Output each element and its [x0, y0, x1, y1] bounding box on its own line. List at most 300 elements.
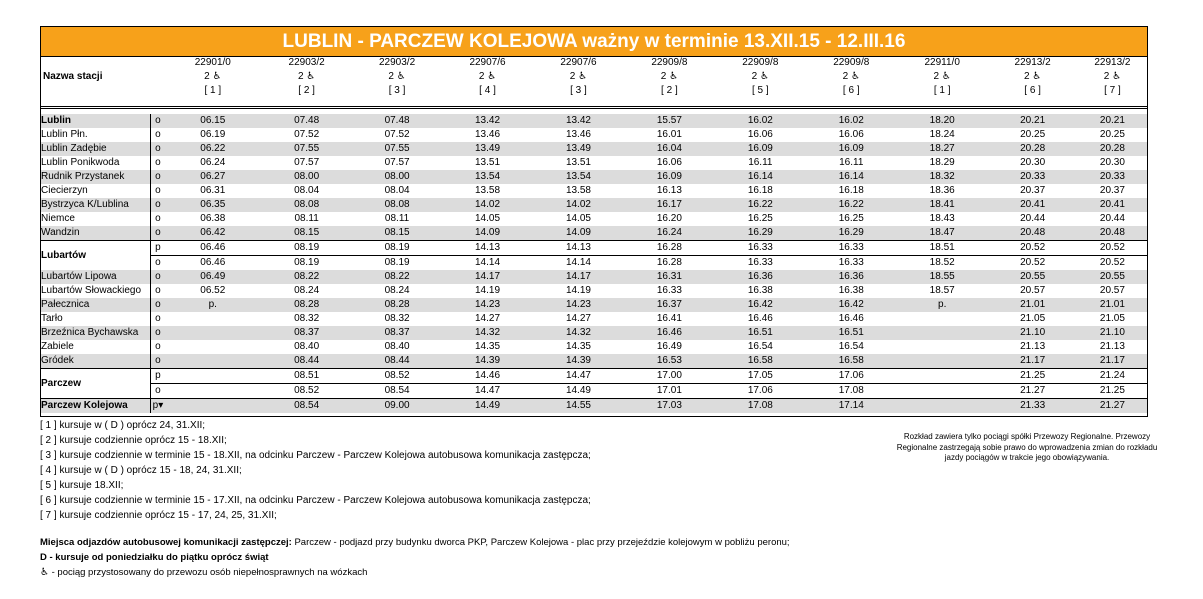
departure-time: 16.28	[656, 257, 682, 268]
train-note	[715, 84, 805, 98]
station-name: Brzeźnica Bychawska	[41, 326, 151, 340]
departure-time: 08.24	[384, 285, 410, 296]
arrival-departure-flag	[151, 384, 165, 399]
departure-time: 16.38	[747, 285, 773, 296]
departure-time: 06.38	[200, 213, 226, 224]
train-number	[442, 56, 533, 70]
station-name: Zabiele	[41, 340, 151, 354]
departure-time	[897, 369, 987, 384]
table-row	[41, 256, 1147, 271]
departure-time: 08.52	[294, 385, 320, 396]
table-row	[41, 226, 1147, 241]
train-number-text: 22909/8	[833, 57, 870, 68]
departure-time: 20.41	[987, 198, 1077, 212]
departure-time: 08.19	[352, 241, 441, 256]
departure-time: 14.27	[565, 313, 591, 324]
train-number	[715, 56, 805, 70]
departure-time: 07.52	[294, 129, 320, 140]
departure-time: 20.55	[987, 270, 1077, 284]
departure-time: 16.42	[806, 298, 897, 312]
departure-time: 14.02	[442, 198, 533, 212]
departure-time: 07.57	[384, 157, 410, 168]
departure-time: 08.19	[261, 241, 352, 256]
table-row	[41, 399, 1147, 414]
departure-time: 16.33	[715, 241, 805, 256]
flag-text: o	[155, 313, 161, 324]
departure-time: 18.47	[897, 226, 987, 241]
departure-time: 14.23	[442, 298, 533, 312]
train-class	[715, 70, 805, 84]
departure-time: 06.19	[200, 129, 226, 140]
departure-time: 14.13	[442, 241, 533, 256]
departure-time: 13.49	[533, 142, 623, 156]
departure-time: 17.03	[624, 399, 715, 414]
departure-time: 16.02	[806, 114, 897, 128]
departure-time: 20.52	[1020, 257, 1046, 268]
flag-text: o	[155, 157, 161, 168]
departure-time: 20.57	[1099, 285, 1125, 296]
departure-time	[897, 340, 987, 354]
departure-time: 16.28	[624, 241, 715, 256]
train-number-text: 22911/0	[924, 57, 960, 68]
train-class	[261, 70, 352, 84]
departure-time: 14.14	[475, 257, 501, 268]
departure-time: 17.08	[838, 385, 864, 396]
departure-time: 17.06	[747, 385, 773, 396]
train-note	[442, 84, 533, 98]
train-number	[806, 56, 897, 70]
departure-time: 14.17	[442, 270, 533, 284]
train-number-text: 22903/2	[379, 57, 416, 68]
departure-time: 08.11	[294, 213, 319, 224]
departure-time: 14.09	[533, 226, 623, 241]
train-class	[1078, 70, 1147, 84]
table-row	[41, 270, 1147, 284]
departure-time	[165, 384, 261, 399]
flag-text: o	[155, 299, 161, 310]
departure-time: 14.46	[442, 369, 533, 384]
departure-time: 08.15	[352, 226, 441, 241]
train-class-text: 2	[297, 71, 304, 82]
header-spacer	[41, 98, 1147, 107]
table-row	[41, 128, 1147, 142]
departure-time: 08.40	[384, 341, 410, 352]
bus-replacement-label: Miejsca odjazdów autobusowej komunikacji zastępczej:	[40, 537, 292, 548]
train-note	[352, 84, 441, 98]
departure-time: 06.49	[165, 270, 261, 284]
train-number	[352, 56, 441, 70]
departure-time: 07.48	[352, 114, 441, 128]
flag-text: o	[155, 129, 161, 140]
flag-text: o	[155, 355, 161, 366]
station-name: Ciecierzyn	[41, 184, 151, 198]
departure-time: 08.32	[294, 313, 320, 324]
departure-time: 20.37	[1099, 185, 1125, 196]
flag-text: o	[155, 185, 161, 196]
departure-time: 16.58	[715, 354, 805, 369]
departure-time: 21.05	[1020, 313, 1046, 324]
station-name: Lublin Zadębie	[41, 142, 151, 156]
departure-time: 20.52	[1078, 241, 1147, 256]
arrival-departure-flag	[151, 114, 165, 128]
departure-time: 16.46	[624, 326, 715, 340]
station-name: Gródek	[41, 354, 151, 369]
departure-time: 21.01	[987, 298, 1077, 312]
departure-time: 08.19	[384, 257, 410, 268]
train-note-text: [ 2 ]	[661, 85, 678, 96]
departure-time: 17.14	[806, 399, 897, 414]
table-row	[41, 340, 1147, 354]
departure-time: 06.24	[200, 157, 226, 168]
flag-text: o	[155, 341, 161, 352]
departure-time: 18.51	[897, 241, 987, 256]
departure-time: 14.05	[565, 213, 591, 224]
station-name: Rudnik Przystanek	[41, 170, 151, 184]
departure-time: 16.18	[838, 185, 864, 196]
flag-text: o	[155, 199, 161, 210]
departure-time: 08.24	[294, 285, 320, 296]
departure-time: 21.13	[1099, 341, 1125, 352]
departure-time: 14.02	[533, 198, 623, 212]
departure-time: 14.49	[565, 385, 591, 396]
station-name: Lubartów Słowackiego	[41, 284, 151, 298]
station-column-header: Nazwa stacji	[43, 71, 103, 82]
footnote: [ 4 ] kursuje w ( D ) oprócz 15 - 18, 24, 31.XII;	[40, 465, 242, 476]
train-note	[897, 84, 987, 98]
departure-time: 08.22	[352, 270, 441, 284]
arrival-departure-flag	[151, 198, 165, 212]
table-row	[41, 184, 1147, 198]
train-note	[806, 84, 897, 98]
arrival-departure-flag	[151, 170, 165, 184]
train-note-text: [ 3 ]	[388, 85, 406, 96]
footnote: [ 5 ] kursuje 18.XII;	[40, 480, 124, 491]
departure-time: 13.49	[442, 142, 533, 156]
train-class-text: 2	[569, 71, 576, 82]
train-note-text: [ 6 ]	[842, 85, 860, 96]
departure-time: 16.09	[806, 142, 897, 156]
departure-time: 20.28	[987, 142, 1077, 156]
flag-text: o	[155, 171, 161, 182]
departure-time	[897, 384, 987, 399]
departure-time: 21.27	[1078, 399, 1147, 414]
wheelchair-icon: ♿	[575, 71, 588, 82]
arrival-departure-flag	[151, 326, 165, 340]
arrival-departure-flag	[151, 354, 165, 369]
arrival-departure-flag	[151, 340, 165, 354]
departure-time: 16.06	[838, 129, 864, 140]
departure-time: 16.11	[748, 157, 773, 168]
table-row	[41, 198, 1147, 212]
departure-time: 20.21	[987, 114, 1077, 128]
departure-time: 21.10	[987, 326, 1077, 340]
station-name: Lublin Ponikwoda	[41, 156, 151, 170]
departure-time: 21.10	[1078, 326, 1147, 340]
departure-time: 16.25	[747, 213, 773, 224]
flag-text: o	[155, 285, 161, 296]
departure-time: 14.32	[533, 326, 623, 340]
station-name: Niemce	[41, 212, 151, 226]
departure-time: 18.55	[897, 270, 987, 284]
departure-time	[165, 340, 261, 354]
flag-text: o	[155, 227, 161, 238]
departure-time: 08.44	[352, 354, 441, 369]
departure-time: 16.18	[747, 185, 773, 196]
bus-replacement-line	[40, 535, 790, 550]
operator-info: Rozkład zawiera tylko pociągi spółki Przewozy Regionalne. Przewozy Regionalne zastrzegają sobie prawo do wprowadzenia zmian do rozkładu jazdy pociągów w trakcie jego obowiązywania.	[896, 432, 1158, 462]
train-note	[533, 84, 623, 98]
table-row	[41, 354, 1147, 369]
train-note	[165, 84, 261, 98]
departure-time: 21.17	[1078, 354, 1147, 369]
arrival-departure-flag	[151, 256, 165, 271]
departure-time: 09.00	[352, 399, 441, 414]
train-class-text: 2	[1023, 71, 1030, 82]
table-row	[41, 212, 1147, 226]
station-name: Bystrzyca K/Lublina	[41, 198, 151, 212]
arrival-departure-flag	[151, 312, 165, 326]
departure-time	[165, 354, 261, 369]
departure-time: 06.46	[200, 257, 226, 268]
train-note-text: [ 6 ]	[1024, 85, 1041, 96]
departure-time: 16.14	[806, 170, 897, 184]
departure-time: 20.48	[1078, 226, 1147, 241]
train-class-text: 2	[842, 71, 849, 82]
departure-time: 18.27	[897, 142, 987, 156]
train-number-text: 22913/2	[1094, 57, 1131, 68]
departure-time: 18.32	[897, 170, 987, 184]
departure-time: 06.15	[165, 114, 261, 128]
departure-time: 20.30	[1020, 157, 1046, 168]
departure-time: 16.20	[656, 213, 682, 224]
departure-time: 16.37	[624, 298, 715, 312]
terminus-arrow-icon: ▾	[158, 400, 164, 411]
departure-time: 16.09	[715, 142, 805, 156]
table-row	[41, 114, 1147, 128]
flag-text: o	[155, 271, 161, 282]
departure-time: 08.00	[261, 170, 352, 184]
departure-time: 16.24	[624, 226, 715, 241]
departure-time: 14.14	[565, 257, 591, 268]
wheelchair-icon: ♿	[1109, 71, 1122, 82]
departure-time: 08.44	[261, 354, 352, 369]
flag-text: o	[155, 213, 161, 224]
departure-time: 14.19	[565, 285, 591, 296]
bus-replacement-text: Parczew - podjazd przy budynku dworca PKP, Parczew Kolejowa - plac przy przejeździe kolejowym w pobliżu peronu;	[291, 537, 790, 548]
departure-time: 06.52	[200, 285, 226, 296]
departure-time: 16.01	[656, 129, 682, 140]
departure-time: 07.55	[261, 142, 352, 156]
departure-time: 20.28	[1078, 142, 1147, 156]
wheelchair-icon: ♿	[757, 71, 769, 82]
departure-time: 21.33	[987, 399, 1077, 414]
train-number-text: 22909/8	[651, 57, 688, 68]
station-name: Lubartów	[41, 241, 151, 271]
wheelchair-icon: ♿	[484, 71, 497, 82]
departure-time: 06.35	[165, 198, 261, 212]
train-number	[533, 56, 623, 70]
flag-text: o	[155, 115, 161, 126]
departure-time: 08.04	[384, 185, 410, 196]
departure-time: 16.09	[624, 170, 715, 184]
arrival-departure-flag	[151, 142, 165, 156]
departure-time: 06.31	[200, 185, 226, 196]
table-row	[41, 369, 1147, 384]
departure-time: 18.52	[929, 257, 955, 268]
footnote: [ 6 ] kursuje codziennie w terminie 15 - 17.XII, na odcinku Parczew - Parczew Kolejowa autobusowa komunikacja zastępcza;	[40, 495, 591, 506]
d-legend: D - kursuje od poniedziałku do piątku oprócz świąt	[40, 552, 269, 563]
arrival-departure-flag	[151, 184, 165, 198]
arrival-departure-flag	[151, 226, 165, 241]
wheelchair-icon: ♿	[40, 567, 49, 578]
departure-time: 16.58	[806, 354, 897, 369]
departure-time: 16.36	[715, 270, 805, 284]
train-note-text: [ 5 ]	[751, 85, 769, 96]
departure-time: 13.42	[533, 114, 623, 128]
table-row	[41, 284, 1147, 298]
departure-time: 14.09	[442, 226, 533, 241]
departure-time	[897, 326, 987, 340]
departure-time: 13.51	[475, 157, 501, 168]
departure-time: 13.51	[565, 157, 591, 168]
departure-time: 16.29	[715, 226, 805, 241]
train-number-text: 22907/6	[469, 57, 506, 68]
station-name: Lubartów Lipowa	[41, 270, 151, 284]
train-note-text: [ 3 ]	[570, 85, 587, 96]
departure-time: 20.41	[1078, 198, 1147, 212]
departure-time: 14.32	[442, 326, 533, 340]
departure-time: 08.32	[384, 313, 410, 324]
departure-time: 15.57	[624, 114, 715, 128]
departure-time: 14.55	[533, 399, 623, 414]
departure-time: 18.43	[929, 213, 955, 224]
flag-text: o	[155, 385, 161, 396]
departure-time: 21.27	[1020, 385, 1046, 396]
train-class	[624, 70, 715, 84]
departure-time: 17.05	[715, 369, 805, 384]
timetable	[41, 56, 1147, 413]
departure-time: 06.27	[165, 170, 261, 184]
arrival-departure-flag	[151, 212, 165, 226]
departure-time: 20.21	[1078, 114, 1147, 128]
train-number	[1078, 56, 1147, 70]
departure-time: 16.13	[656, 185, 682, 196]
departure-time: 14.27	[475, 313, 501, 324]
departure-time: 06.42	[165, 226, 261, 241]
departure-time: 14.49	[442, 399, 533, 414]
station-name: Lublin	[41, 114, 151, 128]
departure-time: 16.02	[715, 114, 805, 128]
wheelchair-icon: ♿	[666, 71, 679, 82]
train-note-text: [ 1 ]	[204, 85, 222, 96]
train-class-text: 2	[478, 71, 485, 82]
train-note	[261, 84, 352, 98]
departure-time: 16.06	[747, 129, 773, 140]
arrival-departure-flag	[151, 128, 165, 142]
departure-time: 18.41	[897, 198, 987, 212]
footnote: [ 7 ] kursuje codziennie oprócz 15 - 17, 24, 25, 31.XII;	[40, 510, 277, 521]
station-name: Parczew Kolejowa	[41, 399, 151, 414]
departure-time: 16.42	[715, 298, 805, 312]
departure-time: 13.54	[442, 170, 533, 184]
departure-time: 16.06	[656, 157, 682, 168]
departure-time: 16.54	[747, 341, 773, 352]
departure-time: 20.25	[1099, 129, 1125, 140]
train-number	[165, 56, 261, 70]
departure-time: 08.11	[384, 213, 410, 224]
departure-time: 18.36	[929, 185, 955, 196]
train-number	[987, 56, 1077, 70]
departure-time	[165, 312, 261, 326]
train-number-text: 22901/0	[194, 57, 231, 68]
departure-time: 16.54	[838, 341, 864, 352]
wheelchair-legend	[40, 565, 790, 580]
departure-time: 07.48	[261, 114, 352, 128]
departure-time: 08.52	[352, 369, 441, 384]
departure-time	[897, 312, 987, 326]
train-class	[806, 70, 897, 84]
flag-text: p	[155, 242, 161, 253]
train-class	[897, 70, 987, 84]
departure-time: 08.54	[384, 385, 410, 396]
departure-time: 14.35	[565, 341, 591, 352]
station-name: Parczew	[41, 369, 151, 399]
departure-time	[897, 399, 987, 414]
departure-time: 08.08	[352, 198, 441, 212]
wheelchair-legend-text: - pociąg przystosowany do przewozu osób niepełnosprawnych na wózkach	[48, 567, 368, 578]
departure-time: 20.52	[1099, 257, 1125, 268]
departure-time	[165, 326, 261, 340]
train-number	[261, 56, 352, 70]
wheelchair-icon: ♿	[393, 71, 406, 82]
departure-time: 21.25	[987, 369, 1077, 384]
departure-time: 08.28	[352, 298, 441, 312]
arrival-departure-flag	[151, 369, 165, 384]
departure-time: 08.40	[294, 341, 320, 352]
train-number	[624, 56, 715, 70]
train-class-text: 2	[933, 71, 940, 82]
wheelchair-icon: ♿	[939, 71, 951, 82]
departure-time: 20.52	[987, 241, 1077, 256]
departure-time: 18.20	[897, 114, 987, 128]
departure-time: 21.01	[1078, 298, 1147, 312]
departure-time: 16.31	[624, 270, 715, 284]
train-note-text: [ 1 ]	[933, 85, 951, 96]
departure-time: 16.25	[838, 213, 864, 224]
departure-time: p.	[897, 298, 987, 312]
departure-time: 16.36	[806, 270, 897, 284]
departure-time: 20.33	[987, 170, 1077, 184]
departure-time: 20.44	[1099, 213, 1125, 224]
departure-time: 16.11	[839, 157, 864, 168]
train-class-text: 2	[751, 71, 758, 82]
train-class-text: 2	[660, 71, 667, 82]
station-name: Pałecznica	[41, 298, 151, 312]
departure-time: 21.05	[1099, 313, 1125, 324]
train-class-text: 2	[204, 71, 210, 82]
departure-time: 07.55	[352, 142, 441, 156]
wheelchair-icon: ♿	[1029, 71, 1042, 82]
departure-time: 16.33	[838, 257, 864, 268]
departure-time: 20.48	[987, 226, 1077, 241]
departure-time: 17.01	[656, 385, 682, 396]
timetable-title: LUBLIN - PARCZEW KOLEJOWA ważny w terminie 13.XII.15 - 12.III.16	[41, 27, 1147, 57]
departure-time: 21.13	[1020, 341, 1046, 352]
departure-time: 21.17	[987, 354, 1077, 369]
departure-time: 13.46	[475, 129, 501, 140]
flag-text: o	[155, 327, 161, 338]
departure-time: p.	[165, 298, 261, 312]
